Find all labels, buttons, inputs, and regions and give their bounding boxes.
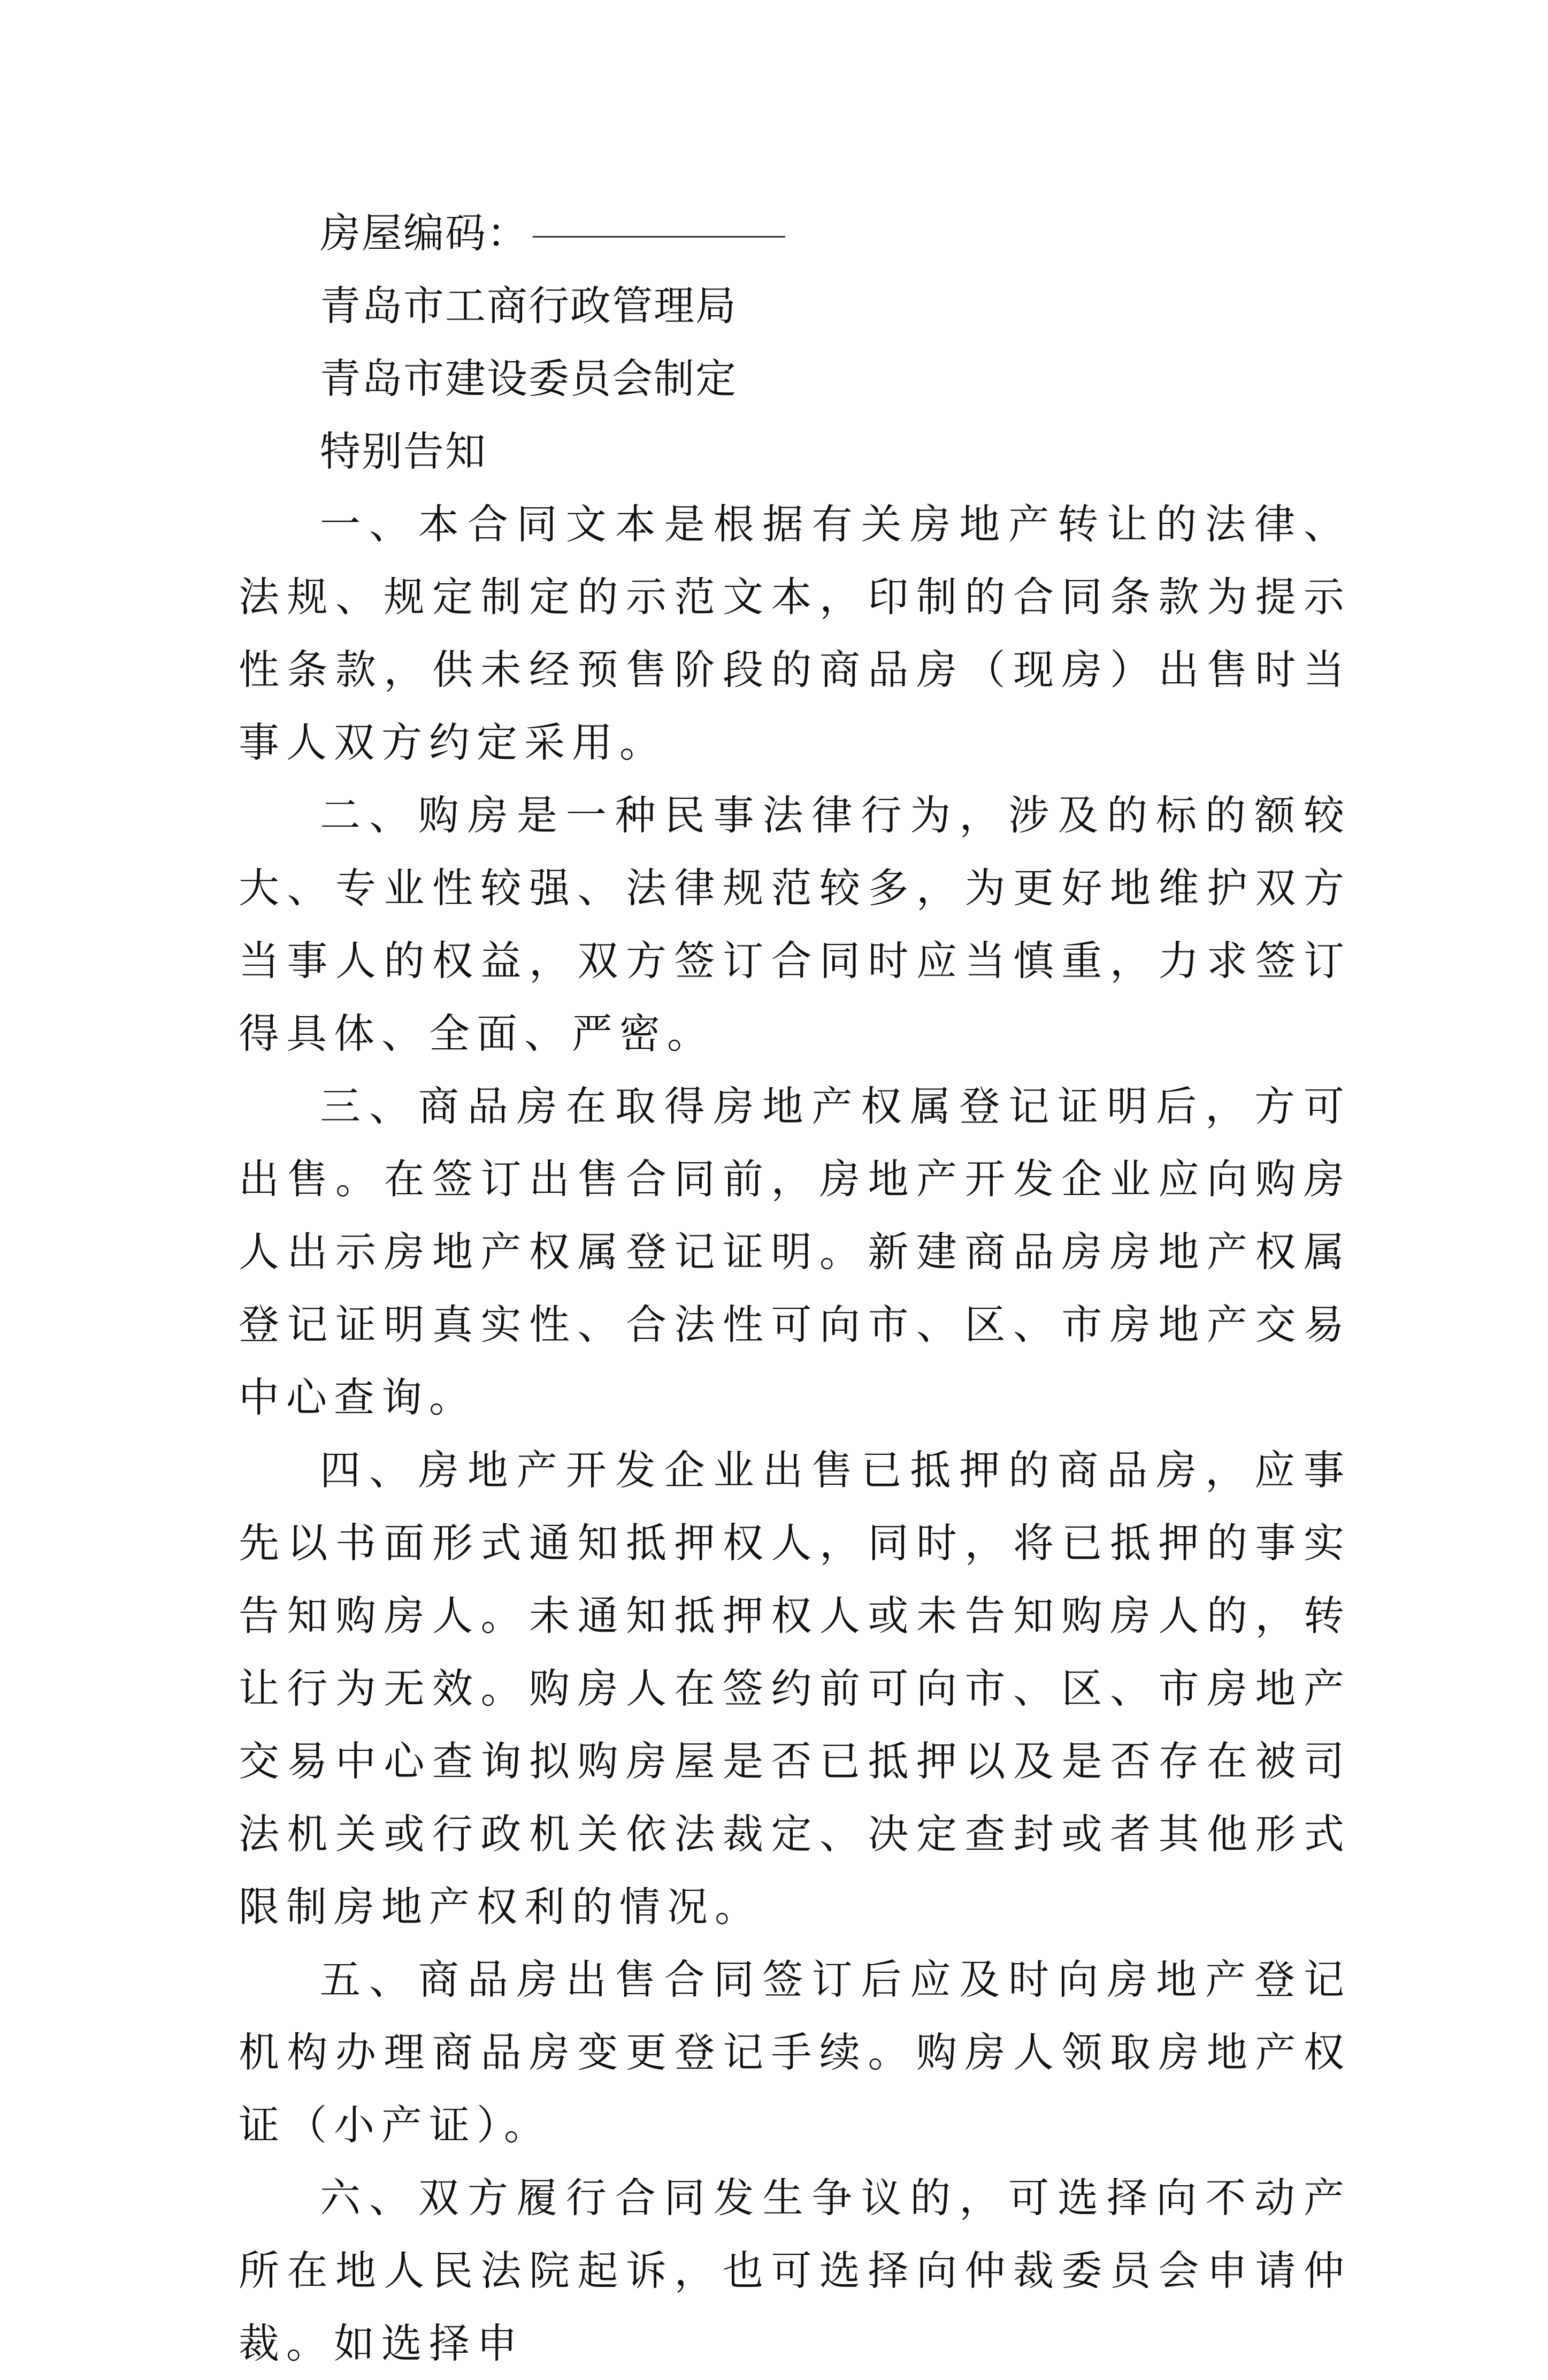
notice-paragraph-1: 一、本合同文本是根据有关房地产转让的法律、法规、规定制定的示范文本，印制的合同条款为提示性条款，供未经预售阶段的商品房（现房）出售时当事人双方约定采用。 [239, 500, 1351, 766]
document-body [239, 197, 1351, 2380]
issuer-line-2: 青岛市建设委员会制定 [320, 355, 737, 402]
notice-paragraph-5: 五、商品房出售合同签订后应及时向房地产登记机构办理商品房变更登记手续。购房人领取房地产权证（小产证）。 [239, 1956, 1351, 2149]
notice-title: 特别告知 [320, 428, 487, 475]
notice-paragraph-2: 二、购房是一种民事法律行为，涉及的标的额较大、专业性较强、法律规范较多，为更好地维护双方当事人的权益，双方签订合同时应当慎重，力求签订得具体、全面、严密。 [239, 791, 1351, 1057]
issuer-line-1: 青岛市工商行政管理局 [320, 282, 737, 330]
notice-paragraph-3: 三、商品房在取得房地产权属登记证明后，方可出售。在签订出售合同前，房地产开发企业应向购房人出示房地产权属登记证明。新建商品房房地产权属登记证明真实性、合法性可向市、区、市房地产交易中心查询。 [239, 1082, 1351, 1421]
house-code-label: 房屋编码： [320, 209, 528, 257]
house-code-row [239, 197, 1351, 270]
notice-paragraph-6: 六、双方履行合同发生争议的，可选择向不动产所在地人民法院起诉，也可选择向仲裁委员会申请仲裁。如选择申 [239, 2174, 1351, 2367]
house-code-blank-field [533, 236, 785, 238]
notice-paragraph-4: 四、房地产开发企业出售已抵押的商品房，应事先以书面形式通知抵押权人，同时，将已抵押的事实告知购房人。未通知抵押权人或未告知购房人的，转让行为无效。购房人在签约前可向市、区、市房地产交易中心查询拟购房屋是否已抵押以及是否存在被司法机关或行政机关依法裁定、决定查封或者其他形式限制房地产权利的情况。 [239, 1446, 1351, 1931]
